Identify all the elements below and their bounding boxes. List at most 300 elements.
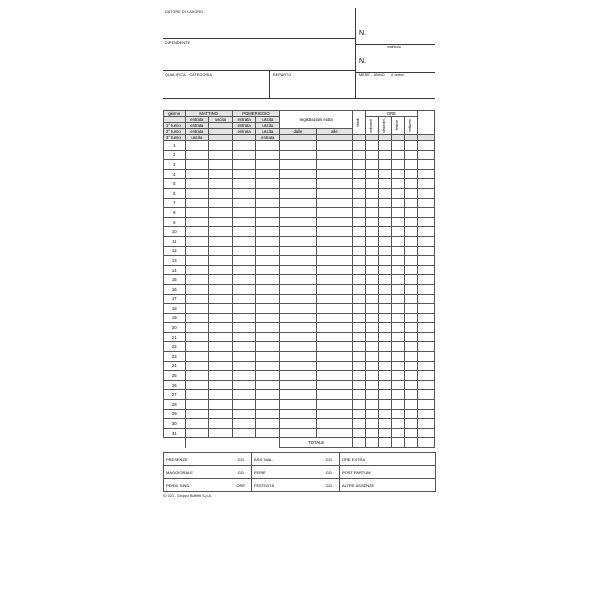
day-cell[interactable] [209,256,233,266]
day-cell[interactable] [353,342,366,352]
day-cell[interactable] [256,313,280,323]
day-cell[interactable] [391,236,404,246]
day-cell[interactable] [316,208,353,218]
day-cell[interactable] [185,236,209,246]
table-row[interactable] [164,332,435,342]
table-row[interactable] [164,227,435,237]
day-cell[interactable] [404,188,417,198]
day-cell[interactable] [366,246,379,256]
day-cell[interactable] [232,141,256,151]
day-cell[interactable] [209,419,233,429]
day-cell[interactable] [417,371,434,381]
day-cell[interactable] [379,428,392,438]
day-cell[interactable] [391,208,404,218]
day-cell[interactable] [256,217,280,227]
day-cell[interactable] [391,265,404,275]
day-cell[interactable] [185,323,209,333]
day-cell[interactable] [209,294,233,304]
day-cell[interactable] [185,352,209,362]
day-cell[interactable] [391,179,404,189]
day-cell[interactable] [391,332,404,342]
day-cell[interactable] [316,332,353,342]
day-cell[interactable] [280,265,317,275]
day-cell[interactable] [379,313,392,323]
day-cell[interactable] [379,188,392,198]
table-row[interactable] [164,304,435,314]
day-cell[interactable] [185,371,209,381]
day-cell[interactable] [404,342,417,352]
day-cell[interactable] [256,294,280,304]
day-cell[interactable] [417,141,434,151]
day-cell[interactable] [232,150,256,160]
day-cell[interactable] [366,256,379,266]
day-cell[interactable] [366,400,379,410]
day-cell[interactable] [209,265,233,275]
day-cell[interactable] [280,150,317,160]
day-cell[interactable] [209,323,233,333]
day-cell[interactable] [366,169,379,179]
day-cell[interactable] [280,352,317,362]
day-cell[interactable] [353,361,366,371]
day-cell[interactable] [316,198,353,208]
day-cell[interactable] [379,361,392,371]
day-cell[interactable] [280,179,317,189]
day-cell[interactable] [404,304,417,314]
day-cell[interactable] [209,198,233,208]
day-cell[interactable] [417,265,434,275]
day-cell[interactable] [316,400,353,410]
day-cell[interactable] [256,169,280,179]
day-cell[interactable] [232,400,256,410]
day-cell[interactable] [256,150,280,160]
day-cell[interactable] [353,265,366,275]
day-cell[interactable] [417,323,434,333]
day-cell[interactable] [404,208,417,218]
day-cell[interactable] [353,304,366,314]
day-cell[interactable] [417,342,434,352]
table-row[interactable] [164,256,435,266]
day-cell[interactable] [256,409,280,419]
day-cell[interactable] [256,160,280,170]
day-cell[interactable] [417,380,434,390]
day-cell[interactable] [353,141,366,151]
day-cell[interactable] [379,160,392,170]
day-cell[interactable] [232,304,256,314]
day-cell[interactable] [256,275,280,285]
day-cell[interactable] [353,150,366,160]
day-cell[interactable] [379,169,392,179]
day-cell[interactable] [353,179,366,189]
day-cell[interactable] [353,380,366,390]
day-cell[interactable] [209,208,233,218]
table-row[interactable] [164,419,435,429]
day-cell[interactable] [417,313,434,323]
day-cell[interactable] [379,323,392,333]
day-cell[interactable] [185,150,209,160]
day-cell[interactable] [417,294,434,304]
day-cell[interactable] [391,198,404,208]
table-row[interactable] [164,275,435,285]
day-cell[interactable] [366,141,379,151]
day-cell[interactable] [366,409,379,419]
cell-festivita[interactable]: FESTIVITÀ GG. [252,479,340,492]
day-cell[interactable] [232,419,256,429]
day-cell[interactable] [232,275,256,285]
table-row[interactable] [164,342,435,352]
day-cell[interactable] [391,313,404,323]
table-row[interactable] [164,361,435,371]
day-cell[interactable] [391,150,404,160]
day-cell[interactable] [232,188,256,198]
day-cell[interactable] [417,332,434,342]
day-cell[interactable] [185,332,209,342]
day-cell[interactable] [379,352,392,362]
cell-presenze[interactable]: PRESENZE GG. [164,453,252,466]
day-cell[interactable] [404,179,417,189]
day-cell[interactable] [391,390,404,400]
day-cell[interactable] [280,332,317,342]
day-cell[interactable] [417,208,434,218]
day-cell[interactable] [353,160,366,170]
table-row[interactable] [164,371,435,381]
day-cell[interactable] [185,380,209,390]
day-cell[interactable] [209,400,233,410]
day-cell[interactable] [232,284,256,294]
day-cell[interactable] [391,294,404,304]
day-cell[interactable] [280,236,317,246]
day-cell[interactable] [185,294,209,304]
day-cell[interactable] [404,284,417,294]
table-row[interactable] [164,246,435,256]
day-cell[interactable] [366,371,379,381]
day-cell[interactable] [353,400,366,410]
day-cell[interactable] [417,227,434,237]
day-cell[interactable] [379,141,392,151]
day-cell[interactable] [185,179,209,189]
day-cell[interactable] [316,179,353,189]
day-cell[interactable] [366,390,379,400]
day-cell[interactable] [185,304,209,314]
day-cell[interactable] [391,256,404,266]
cell-maggiorale[interactable]: MAGGIORALE GG. [164,466,252,479]
day-cell[interactable] [185,265,209,275]
day-cell[interactable] [404,294,417,304]
day-cell[interactable] [280,428,317,438]
day-cell[interactable] [404,428,417,438]
day-cell[interactable] [256,400,280,410]
day-cell[interactable] [353,409,366,419]
day-cell[interactable] [404,400,417,410]
day-cell[interactable] [209,227,233,237]
day-cell[interactable] [256,188,280,198]
day-cell[interactable] [366,304,379,314]
day-cell[interactable] [280,294,317,304]
day-cell[interactable] [366,380,379,390]
day-cell[interactable] [185,428,209,438]
day-cell[interactable] [185,400,209,410]
day-cell[interactable] [185,188,209,198]
day-cell[interactable] [353,236,366,246]
day-cell[interactable] [379,265,392,275]
day-cell[interactable] [256,198,280,208]
day-cell[interactable] [209,160,233,170]
day-cell[interactable] [353,390,366,400]
day-cell[interactable] [353,428,366,438]
day-cell[interactable] [404,419,417,429]
day-cell[interactable] [353,419,366,429]
day-cell[interactable] [232,198,256,208]
day-cell[interactable] [232,179,256,189]
table-row[interactable] [164,294,435,304]
day-cell[interactable] [185,141,209,151]
day-cell[interactable] [391,275,404,285]
day-cell[interactable] [404,246,417,256]
day-cell[interactable] [379,179,392,189]
day-cell[interactable] [209,179,233,189]
day-cell[interactable] [232,265,256,275]
day-cell[interactable] [316,217,353,227]
day-cell[interactable] [185,390,209,400]
cell-perm-sind[interactable]: PERM. SIND. ORE [164,479,252,492]
day-cell[interactable] [404,313,417,323]
day-cell[interactable] [185,160,209,170]
day-cell[interactable] [417,150,434,160]
day-cell[interactable] [185,419,209,429]
day-cell[interactable] [209,313,233,323]
day-cell[interactable] [280,400,317,410]
day-cell[interactable] [280,256,317,266]
day-cell[interactable] [366,361,379,371]
day-cell[interactable] [209,141,233,151]
day-cell[interactable] [316,342,353,352]
day-cell[interactable] [316,265,353,275]
day-cell[interactable] [353,246,366,256]
day-cell[interactable] [417,160,434,170]
day-cell[interactable] [417,428,434,438]
day-cell[interactable] [404,150,417,160]
day-cell[interactable] [280,323,317,333]
day-cell[interactable] [404,380,417,390]
table-row[interactable] [164,198,435,208]
day-cell[interactable] [366,275,379,285]
day-cell[interactable] [185,227,209,237]
day-cell[interactable] [404,265,417,275]
day-cell[interactable] [209,380,233,390]
day-cell[interactable] [366,428,379,438]
day-cell[interactable] [280,342,317,352]
day-cell[interactable] [256,380,280,390]
day-cell[interactable] [185,246,209,256]
day-cell[interactable] [353,323,366,333]
day-cell[interactable] [185,284,209,294]
day-cell[interactable] [366,150,379,160]
day-cell[interactable] [256,208,280,218]
day-cell[interactable] [404,198,417,208]
day-cell[interactable] [417,275,434,285]
day-cell[interactable] [256,179,280,189]
day-cell[interactable] [280,217,317,227]
day-cell[interactable] [404,160,417,170]
day-cell[interactable] [404,352,417,362]
day-cell[interactable] [280,227,317,237]
day-cell[interactable] [379,275,392,285]
day-cell[interactable] [379,208,392,218]
day-cell[interactable] [232,236,256,246]
day-cell[interactable] [391,160,404,170]
day-cell[interactable] [391,304,404,314]
day-cell[interactable] [280,141,317,151]
day-cell[interactable] [366,352,379,362]
day-cell[interactable] [232,160,256,170]
day-cell[interactable] [209,246,233,256]
day-cell[interactable] [391,380,404,390]
day-cell[interactable] [366,217,379,227]
day-cell[interactable] [353,227,366,237]
day-cell[interactable] [232,380,256,390]
day-cell[interactable] [366,294,379,304]
day-cell[interactable] [379,400,392,410]
day-cell[interactable] [232,428,256,438]
day-cell[interactable] [404,141,417,151]
day-cell[interactable] [256,236,280,246]
day-cell[interactable] [209,352,233,362]
day-cell[interactable] [391,188,404,198]
day-cell[interactable] [209,217,233,227]
day-cell[interactable] [379,419,392,429]
day-cell[interactable] [316,227,353,237]
day-cell[interactable] [404,227,417,237]
day-cell[interactable] [404,409,417,419]
day-cell[interactable] [280,419,317,429]
day-cell[interactable] [280,390,317,400]
day-cell[interactable] [256,390,280,400]
day-cell[interactable] [316,275,353,285]
table-row[interactable] [164,208,435,218]
day-cell[interactable] [404,169,417,179]
day-cell[interactable] [316,304,353,314]
cell-ass-mal[interactable]: ASS. MAL. GG. [252,453,340,466]
day-cell[interactable] [353,217,366,227]
day-cell[interactable] [232,371,256,381]
day-cell[interactable] [417,198,434,208]
day-cell[interactable] [417,236,434,246]
day-cell[interactable] [280,371,317,381]
day-cell[interactable] [256,342,280,352]
day-cell[interactable] [316,236,353,246]
cell-post-partum[interactable]: POST PARTUM [340,466,436,479]
day-cell[interactable] [366,179,379,189]
day-cell[interactable] [404,390,417,400]
day-cell[interactable] [280,198,317,208]
day-cell[interactable] [256,227,280,237]
day-cell[interactable] [185,313,209,323]
day-cell[interactable] [256,265,280,275]
day-cell[interactable] [209,188,233,198]
day-cell[interactable] [256,304,280,314]
day-cell[interactable] [417,246,434,256]
day-cell[interactable] [316,323,353,333]
day-cell[interactable] [379,256,392,266]
table-row[interactable] [164,284,435,294]
day-cell[interactable] [379,150,392,160]
table-row[interactable] [164,428,435,438]
day-cell[interactable] [379,284,392,294]
day-cell[interactable] [366,188,379,198]
day-cell[interactable] [316,150,353,160]
day-cell[interactable] [256,256,280,266]
day-cell[interactable] [404,332,417,342]
day-cell[interactable] [404,371,417,381]
day-cell[interactable] [185,342,209,352]
day-cell[interactable] [366,284,379,294]
day-cell[interactable] [366,419,379,429]
day-cell[interactable] [379,304,392,314]
day-cell[interactable] [417,409,434,419]
day-cell[interactable] [256,323,280,333]
cell-altre-assenze[interactable]: ALTRE ASSENZE [340,479,436,492]
day-cell[interactable] [353,208,366,218]
day-cell[interactable] [353,169,366,179]
day-cell[interactable] [417,419,434,429]
day-cell[interactable] [417,400,434,410]
day-cell[interactable] [379,390,392,400]
day-cell[interactable] [391,361,404,371]
day-cell[interactable] [280,409,317,419]
day-cell[interactable] [379,227,392,237]
day-cell[interactable] [391,400,404,410]
day-cell[interactable] [209,390,233,400]
day-cell[interactable] [353,275,366,285]
day-cell[interactable] [353,313,366,323]
day-cell[interactable] [232,217,256,227]
day-cell[interactable] [391,409,404,419]
day-cell[interactable] [353,198,366,208]
day-cell[interactable] [209,428,233,438]
day-cell[interactable] [391,246,404,256]
day-cell[interactable] [379,342,392,352]
day-cell[interactable] [404,361,417,371]
day-cell[interactable] [417,179,434,189]
day-cell[interactable] [316,141,353,151]
day-cell[interactable] [379,380,392,390]
day-cell[interactable] [232,313,256,323]
table-row[interactable] [164,236,435,246]
day-cell[interactable] [417,217,434,227]
day-cell[interactable] [209,150,233,160]
day-cell[interactable] [256,428,280,438]
day-cell[interactable] [232,409,256,419]
day-cell[interactable] [404,217,417,227]
day-cell[interactable] [391,227,404,237]
table-row[interactable] [164,313,435,323]
day-cell[interactable] [316,188,353,198]
day-cell[interactable] [391,352,404,362]
day-cell[interactable] [280,380,317,390]
day-cell[interactable] [256,352,280,362]
table-row[interactable] [164,150,435,160]
table-row[interactable] [164,400,435,410]
day-cell[interactable] [209,275,233,285]
day-cell[interactable] [209,304,233,314]
day-cell[interactable] [232,246,256,256]
day-cell[interactable] [353,284,366,294]
day-cell[interactable] [232,227,256,237]
day-cell[interactable] [353,371,366,381]
day-cell[interactable] [366,160,379,170]
day-cell[interactable] [185,198,209,208]
day-cell[interactable] [391,284,404,294]
day-cell[interactable] [379,217,392,227]
